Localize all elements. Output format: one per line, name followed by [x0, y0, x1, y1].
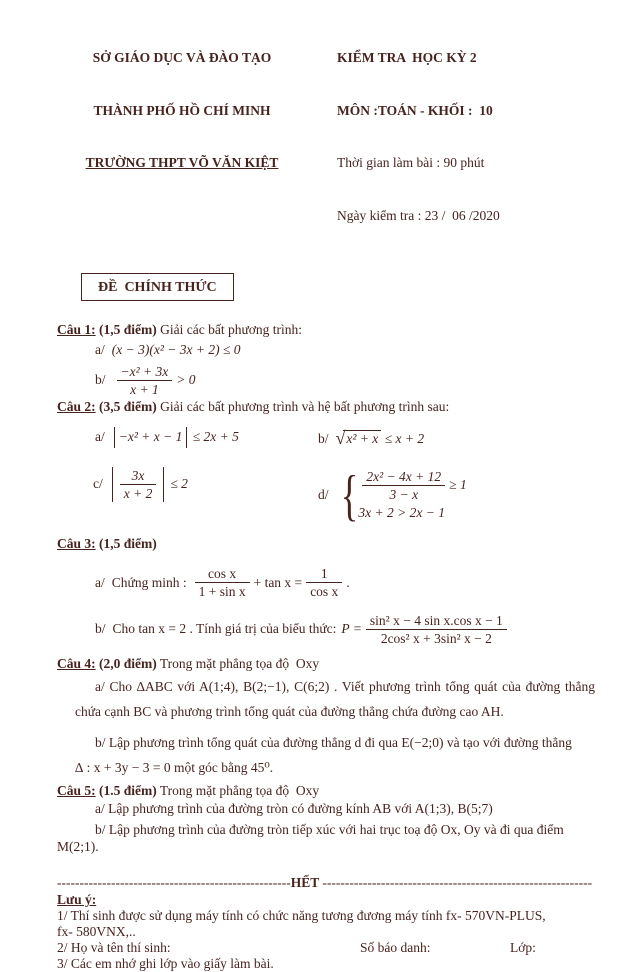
fraction-numerator: sin² x − 4 sin x.cos x − 1 — [366, 613, 507, 630]
question-4b-line2: ∆ : x + 3y − 3 = 0 một góc bằng 45⁰. — [75, 759, 274, 775]
question-2-row2 — [93, 464, 595, 527]
question-2a-label: a/ — [95, 429, 105, 444]
system-line-1-inequality: ≥ 1 — [449, 477, 467, 493]
question-1b-inequality: > 0 — [176, 372, 196, 388]
notes-label: Lưu ý: — [57, 892, 97, 908]
question-5a: a/ Lập phương trình của đường tròn có đường kính AB với A(1;3), B(5;7) — [95, 801, 493, 817]
page-header — [57, 14, 595, 260]
question-5b-line2: M(2;1). — [57, 838, 99, 854]
fraction-numerator: 2x² − 4x + 12 — [362, 469, 445, 486]
question-3a-middle: + tan x = — [253, 574, 303, 590]
question-3b — [95, 613, 595, 646]
question-3b-lhs: P = — [341, 620, 362, 636]
system-lines — [358, 469, 466, 522]
question-2a — [95, 427, 318, 448]
question-4b-line1: b/ Lập phương trình tổng quát của đường thẳng d đi qua E(−2;0) và tạo với đường thẳng — [95, 734, 572, 750]
question-1a — [95, 342, 595, 359]
duration-line: Thời gian làm bài : 90 phút — [337, 155, 485, 171]
question-3a-label: a/ — [95, 574, 105, 590]
question-2d — [318, 464, 467, 527]
school-name: TRƯỜNG THPT VÕ VĂN KIỆT — [85, 155, 279, 171]
candidate-name-field: 2/ Họ và tên thí sinh: — [57, 939, 171, 955]
fraction-numerator: cos x — [195, 566, 250, 583]
issuing-authority-block — [57, 14, 307, 260]
question-1-heading — [57, 322, 595, 339]
question-1b-label: b/ — [95, 372, 106, 388]
question-2c-inequality: ≤ 2 — [170, 475, 188, 491]
department-line2: THÀNH PHỐ HỒ CHÍ MINH — [93, 102, 271, 118]
radical-sign: √ — [335, 428, 346, 448]
fraction-numerator: −x² + 3x — [117, 364, 173, 381]
notes-section — [57, 892, 595, 972]
question-2a-inequality: ≤ 2x + 5 — [192, 429, 239, 444]
question-5-label: Câu 5: — [57, 782, 96, 798]
question-1-points: (1,5 điểm) — [99, 322, 157, 338]
end-marker: HẾT — [290, 875, 323, 891]
question-3b-label: b/ — [95, 620, 106, 636]
question-2c — [93, 467, 318, 502]
official-exam-badge: ĐỀ CHÍNH THỨC — [81, 273, 234, 302]
fraction-denominator: x + 2 — [123, 485, 153, 501]
fraction-denominator: 1 + sin x — [198, 584, 246, 600]
question-4a-paragraph: a/ Cho ∆ABC với A(1;4), B(2;−1), C(6;2) . Viết phương trình tổng quát của đường thẳng chứa cạnh BC và phương trình tổng quát của đường thẳng chứa đường cao AH. — [75, 678, 595, 719]
divider-dashes-right: ------------------------------------------------------------ — [322, 875, 593, 891]
question-2c-label: c/ — [93, 475, 103, 491]
question-5-heading — [57, 783, 595, 800]
inequality-system — [336, 464, 467, 527]
question-2-row1 — [95, 427, 595, 450]
note-3: 3/ Các em nhớ ghi lớp vào giấy làm bài. — [57, 955, 274, 971]
question-2b — [318, 427, 424, 450]
question-5-intro: Trong mặt phẳng tọa độ Oxy — [156, 782, 320, 798]
question-1a-label: a/ — [95, 342, 105, 358]
note-1-line1: 1/ Thí sinh được sử dụng máy tính có chức năng tương đương máy tính fx- 570VN-PLUS, — [57, 908, 546, 924]
square-root-expression — [335, 428, 382, 448]
question-2-points: (3,5 điểm) — [99, 399, 157, 415]
question-2-label: Câu 2: — [57, 399, 96, 415]
question-3-label: Câu 3: — [57, 535, 96, 551]
subject-line: MÔN :TOÁN - KHỐI : 10 — [337, 102, 493, 118]
question-1a-formula: (x − 3)(x² − 3x + 2) ≤ 0 — [111, 342, 241, 358]
department-line1: SỞ GIÁO DỤC VÀ ĐÀO TẠO — [92, 50, 272, 66]
question-1-intro: Giải các bất phương trình: — [156, 322, 303, 338]
fraction-denominator: cos x — [310, 584, 339, 600]
note-1-line2: fx- 580VNX,.. — [57, 923, 136, 939]
question-4-heading — [57, 656, 595, 673]
fraction-denominator: 2cos² x + 3sin² x − 2 — [380, 630, 492, 646]
exam-info-block — [337, 14, 500, 260]
question-2b-label: b/ — [318, 431, 329, 446]
exam-title: KIỂM TRA HỌC KỲ 2 — [337, 50, 477, 66]
question-1b — [95, 364, 595, 397]
note-2-row — [57, 940, 595, 956]
question-3a — [95, 566, 595, 599]
end-divider — [57, 875, 595, 892]
question-2-heading — [57, 399, 595, 416]
question-3a-text: Chứng minh : — [111, 574, 187, 590]
absolute-value-fraction — [112, 467, 165, 502]
fraction-numerator: 3x — [120, 468, 157, 485]
question-3b-text: Cho tan x = 2 . Tính giá trị của biểu thức: — [112, 620, 337, 636]
fraction-denominator: 3 − x — [389, 487, 419, 503]
question-3a-period: . — [346, 574, 350, 590]
question-4-points: (2,0 điểm) — [99, 655, 157, 671]
question-5-points: (1.5 điểm) — [99, 782, 157, 798]
question-3-heading — [57, 536, 595, 553]
question-3b-fraction — [366, 613, 507, 646]
question-2-intro: Giải các bất phương trình và hệ bất phương trình sau: — [156, 399, 450, 415]
question-4-intro: Trong mặt phẳng tọa độ Oxy — [156, 655, 320, 671]
system-brace: { — [340, 464, 358, 527]
question-3-points: (1,5 điểm) — [99, 535, 157, 551]
absolute-value-expression: −x² + x − 1 — [114, 427, 188, 448]
question-2c-fraction — [120, 468, 157, 501]
question-2d-label: d/ — [318, 487, 329, 503]
question-1-label: Câu 1: — [57, 322, 96, 338]
question-4-label: Câu 4: — [57, 655, 96, 671]
system-line-2: 3x + 2 > 2x − 1 — [358, 505, 445, 521]
exam-date-line: Ngày kiểm tra : 23 / 06 /2020 — [337, 208, 500, 224]
question-2d-fraction — [362, 469, 445, 502]
fraction-numerator: 1 — [306, 566, 342, 583]
system-line-1 — [358, 469, 466, 502]
divider-dashes-left: ---------------------------------------------------- — [57, 875, 291, 891]
class-field: Lớp: — [510, 939, 536, 955]
question-1b-fraction — [117, 364, 173, 397]
radicand: x² + x — [343, 430, 381, 448]
question-3a-fraction-1 — [195, 566, 250, 599]
question-5b-line1: b/ Lập phương trình của đường tròn tiếp xúc với hai trục toạ độ Ox, Oy và đi qua điểm — [95, 821, 564, 837]
fraction-denominator: x + 1 — [130, 382, 159, 398]
candidate-number-field: Số báo danh: — [360, 939, 431, 955]
question-3a-fraction-2 — [306, 566, 342, 599]
question-2b-inequality: ≤ x + 2 — [384, 431, 425, 446]
